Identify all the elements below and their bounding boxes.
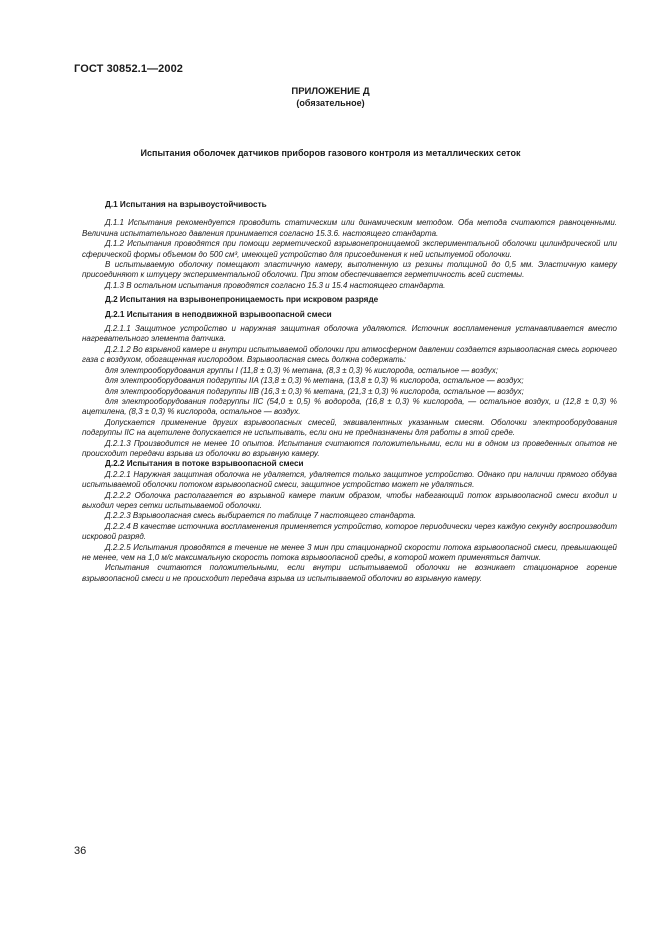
paragraph-d2-2-1: Д.2.2.1 Наружная защитная оболочка не удаляется, удаляется только защитное устройство. Однако при наличии прямого обдува испытываемой оболочки потоком взрывоопасной смеси, защитное устройство может не удаляться. xyxy=(82,469,617,490)
document-code: ГОСТ 30852.1—2002 xyxy=(74,63,184,75)
page-number: 36 xyxy=(74,845,87,857)
paragraph-d1-2: Д.1.2 Испытания проводятся при помощи герметической взрывонепроницаемой экспериментальной оболочки цилиндрической или сферической формы объемом до 500 см³, имеющей устройство для присоединения к ней испытуемой оболочки. xyxy=(82,239,617,259)
paragraph-d2-1-3: Д.2.1.3 Производится не менее 10 опытов. Испытания считаются положительными, если ни в одном из проведенных опытов не происходит передачи взрыва из оболочки во взрывную камеру. xyxy=(82,438,617,458)
appendix-title: ПРИЛОЖЕНИЕ Д xyxy=(291,86,370,97)
section-heading-d2-2: Д.2.2 Испытания в потоке взрывоопасной смеси xyxy=(105,459,304,469)
section-heading-d2-1: Д.2.1 Испытания в неподвижной взрывоопасной смеси xyxy=(105,309,332,319)
paragraph-d2-2-3: Д.2.2.3 Взрывоопасная смесь выбирается по таблице 7 настоящего стандарта. xyxy=(105,511,417,521)
paragraph-equivalent-mixtures: Допускается применение других взрывоопасных смесей, эквивалентных указанным смесям. Оболочки электрооборудования подгруппы IIC на ацетилене допускается не испытывать, если они не предназначены для работы в этой среде. xyxy=(82,417,617,438)
paragraph-d2-2-4: Д.2.2.4 В качестве источника воспламенения применяется устройство, которое периодически через каждую секунду воспроизводит искровой разряд. xyxy=(82,521,617,542)
appendix-main-title: Испытания оболочек датчиков приборов газового контроля из металлических сеток xyxy=(140,148,521,158)
paragraph-d1-1: Д.1.1 Испытания рекомендуется проводить статическим или динамическим методом. Оба метода считаются равноценными. Величина испытательного давления принимается согласно 15.3.6. настоящего стандарта. xyxy=(82,218,617,238)
paragraph-d2-2-2: Д.2.2.2 Оболочка располагается во взрывной камере таким образом, чтобы набегающий поток взрывоопасной смеси входил и выходил через сетки испытываемой оболочки. xyxy=(82,490,617,510)
paragraph-d2-1-2: Д.2.1.2 Во взрывной камере и внутри испытываемой оболочки при атмосферном давлении создается взрывоопасная смесь горючего газа с воздухом, обогащенная кислородом. Взрывоопасная смесь должна содержать: xyxy=(82,344,617,365)
mixture-group-iic: для электрооборудования подгруппы IIC (54,0 ± 0,5) % водорода, (16,8 ± 0,3) % кислорода, — остальное воздух, и (12,8 ± 0,3) % ацетилена, (8,3 ± 0,3) % кислорода, остальное — воздух. xyxy=(82,396,617,417)
paragraph-d2-2-5: Д.2.2.5 Испытания проводятся в течение не менее 3 мин при стационарной скорости потока взрывоопасной смеси, превышающей не менее, чем на 1,0 м/с максимальную скорость потока взрывоопасной среды, в которой может применяться датчик. xyxy=(82,542,617,562)
mixture-group-i: для электрооборудования группы I (11,8 ± 0,3) % метана, (8,3 ± 0,3) % кислорода, остальное — воздух; xyxy=(105,365,498,375)
section-heading-d2: Д.2 Испытания на взрывонепроницаемость при искровом разряде xyxy=(105,295,379,305)
document-body xyxy=(82,200,617,584)
mixture-group-iia: для электрооборудования подгруппы IIA (13,8 ± 0,3) % метана, (13,8 ± 0,3) % кислорода, остальное — воздух; xyxy=(105,376,524,386)
appendix-status: (обязательное) xyxy=(296,98,365,108)
mixture-group-iib: для электрооборудования подгруппы IIB (16,3 ± 0,3) % метана, (21,3 ± 0,3) % кислорода, остальное — воздух; xyxy=(105,386,524,396)
section-heading-d1: Д.1 Испытания на взрывоустойчивость xyxy=(105,200,267,209)
paragraph-d1-3: Д.1.3 В остальном испытания проводятся согласно 15.3 и 15.4 настоящего стандарта. xyxy=(105,280,446,290)
paragraph-d1-2-chamber: В испытываемую оболочку помещают эластичную камеру, выполненную из резины толщиной до 0,5 мм. Эластичную камеру присоединяют к штуцеру экспериментальной оболочки. При этом обеспечивается герметичность всей системы. xyxy=(82,260,617,280)
paragraph-d2-1-1: Д.2.1.1 Защитное устройство и наружная защитная оболочка удаляются. Источник воспламенения устанавливается вместо нагревательного элемента датчика. xyxy=(82,324,617,344)
paragraph-positive-result: Испытания считаются положительными, если внутри испытываемой оболочки не возникает стационарное горение взрывоопасной смеси и не происходит передача взрыва из испытываемой оболочки во взрывную камеру. xyxy=(82,563,617,583)
